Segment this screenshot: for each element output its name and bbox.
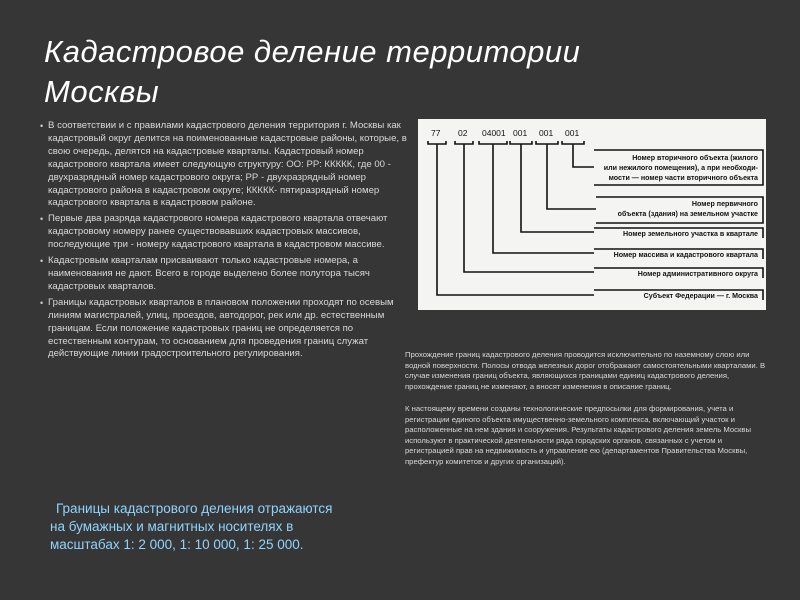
label-secondary-object-1: Номер вторичного объекта (жилого <box>632 154 758 162</box>
right-notes <box>405 350 767 479</box>
code-building: 001 <box>539 128 554 138</box>
label-massif-quarter: Номер массива и кадастрового квартала <box>613 251 758 259</box>
label-admin-district: Номер административного округа <box>637 270 758 278</box>
label-primary-object-2: объекта (здания) на земельном участке <box>617 210 758 218</box>
slide-title <box>44 32 744 112</box>
bullet-item: • Кадастровым кварталам присваивают только кадастровые номера, а наименования не дают. Всего в городе выделено более полутора тысяч кадастровых кварталов. <box>40 255 408 294</box>
bullet-item: • В соответствии и с правилами кадастрового деления территория г. Москвы как кадастровый округ делится на поименованные кадастровые районы, которые, в свою очередь, делятся на кадастровые кварталы. Кадастровый номер кадастрового квартала имеет следующую структуру: ОО: РР: ККККК, где 00 - двухразрядный номер кадастрового округа; РР - двухразрядный номер кадастрового района в кадастровом округе; ККККК- пятиразрядный номер кадастрового квартала в кадастровом районе. <box>40 120 408 210</box>
label-parcel-number: Номер земельного участка в квартале <box>623 230 758 238</box>
label-primary-object-1: Номер первичного <box>691 200 758 208</box>
label-federal-subject: Субъект Федерации — г. Москва <box>643 292 758 300</box>
label-secondary-object-2: или нежилого помещения), а при необходи- <box>603 164 758 172</box>
bullet-item: • Первые два разряда кадастрового номера кадастрового квартала отвечают кадастровому номеру ранее существовавших кадастровых массивов, последующие три - номеру кадастрового квартала в кадастровом массиве. <box>40 213 408 252</box>
code-district: 02 <box>458 128 468 138</box>
code-brackets <box>428 141 584 144</box>
scale-note-line-3: масштабах 1: 2 000, 1: 10 000, 1: 25 000. <box>50 537 304 552</box>
right-note-paragraph-2: К настоящему времени созданы технологические предпосылки для формирования, учета и регистрации единого объекта имущественно-земельного комплекса, включающий участок и расположенные на нем здания и сооружения. Результаты кадастрового деления земель Москвы используют в практической деятельности ряда городских органов, связанных с учетом и регистрацией прав на недвижимость и управление ею (департаментов Правительства Москвы, префектур комитетов и других организаций). <box>405 404 752 466</box>
bullet-item: • Границы кадастровых кварталов в плановом положении проходят по осевым линиям магистралей, улиц, проездов, автодорог, рек или др. естественным границам. Если положение кадастровых границ не определяется по естественным контурам, то основанием для проведения границ служат действующие линии градостроительного регулирования. <box>40 297 408 362</box>
label-secondary-object-3: мости — номер части вторичного объекта <box>608 174 758 182</box>
scale-note-line-1: Границы кадастрового деления отражаются <box>56 501 333 516</box>
cadastral-number-diagram-svg <box>418 119 766 310</box>
leader-lines <box>437 144 596 295</box>
code-parcel: 001 <box>513 128 528 138</box>
slide-title-line-2: Москвы <box>44 74 160 109</box>
code-premise: 001 <box>565 128 580 138</box>
cadastral-number-diagram <box>418 119 766 310</box>
code-region: 77 <box>431 128 441 138</box>
scale-note <box>50 500 400 554</box>
right-note-paragraph-1: Прохождение границ кадастрового деления проводится исключительно по наземному слою или водной поверхности. Полосы отвода железных дорог отображают самостоятельными кварталами. В случае изменения границ объекта, являющихся границами единиц кадастрового деления, прохождение границ не изменяют, а вносят изменения в описание границ. <box>405 350 766 391</box>
slide-title-line-1: Кадастровое деление территории <box>44 34 581 69</box>
code-quarter: 04001 <box>482 128 506 138</box>
bullet-list <box>40 120 408 364</box>
scale-note-line-2: на бумажных и магнитных носителях в <box>50 519 294 534</box>
